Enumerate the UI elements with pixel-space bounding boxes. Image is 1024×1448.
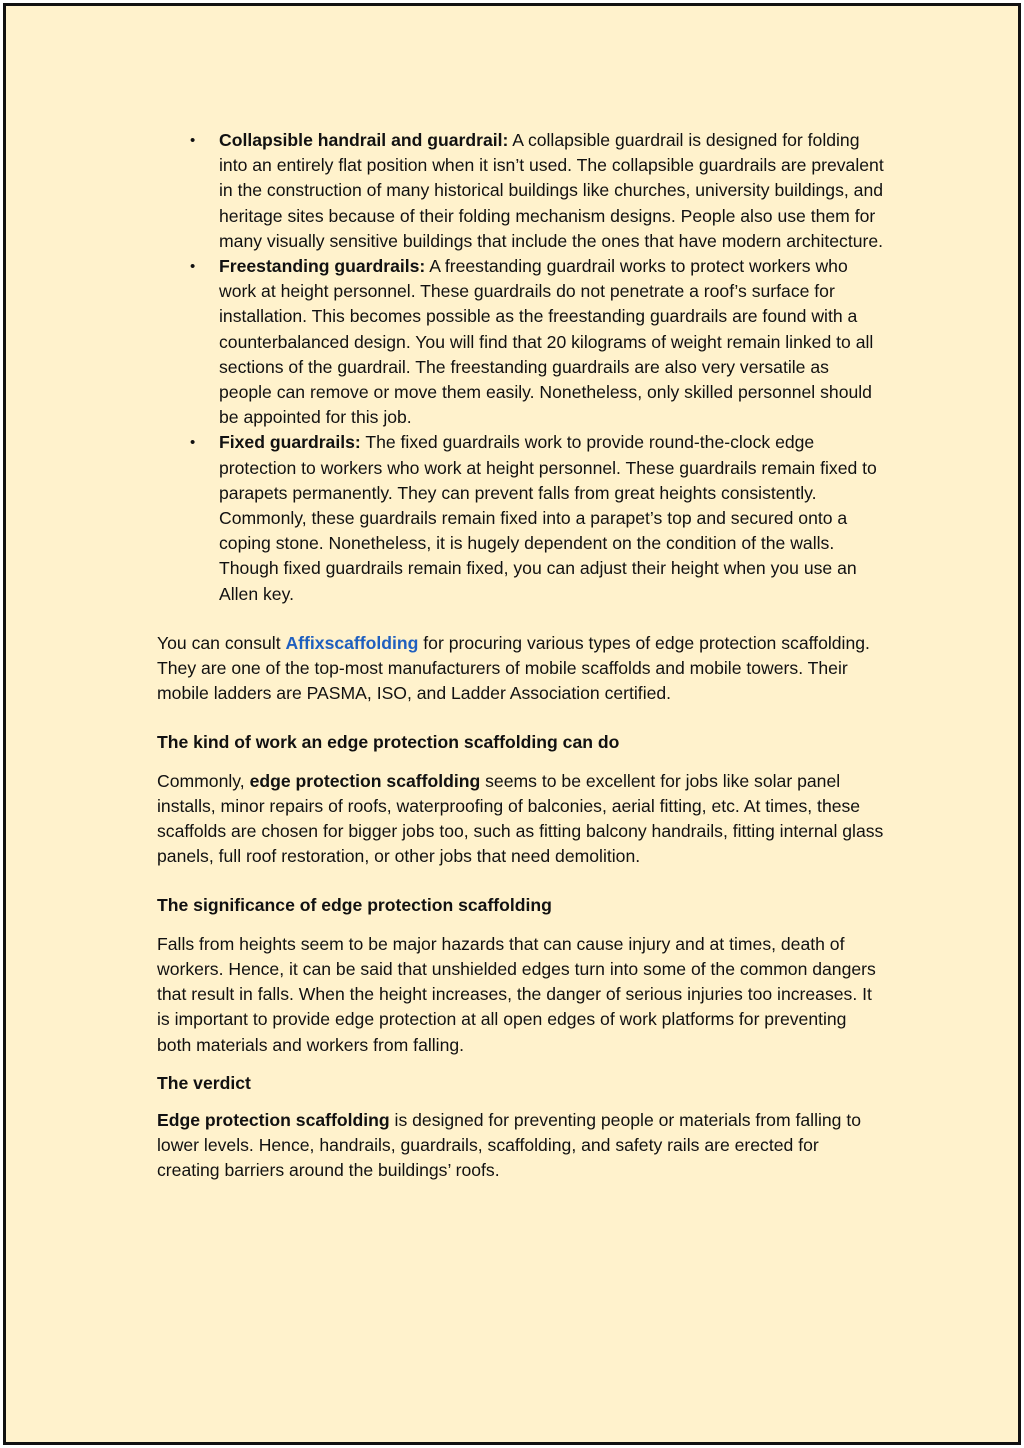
work-section-heading: The kind of work an edge protection scaffolding can do [157,732,620,753]
verdict-text-after: is designed for preventing people or materials from falling to lower levels. Hence, handrails, guardrails, scaffolding, and safety rails are erected for creating barriers around the buildings’ roofs. [157,1109,862,1181]
list-item [157,430,885,606]
bullet-icon: • [190,132,196,149]
document-content [157,128,885,1184]
work-text-bold: edge protection scaffolding [249,770,481,791]
guardrail-types-list [157,128,885,607]
work-text-after: seems to be excellent for jobs like solar panel installs, minor repairs of roofs, waterproofing of balconies, aerial fitting, etc. At times, these scaffolds are chosen for bigger jobs too, such as fitting balcony handrails, fitting internal glass panels, full roof restoration, or other jobs that need demolition. [157,770,884,867]
significance-section-paragraph: Falls from heights seem to be major hazards that can cause injury and at times, death of workers. Hence, it can be said that unshielded edges turn into some of the common dangers that result in falls. When the height increases, the danger of serious injuries too increases. It is important to provide edge protection at all open edges of work platforms for preventing both materials and workers from falling. [157,933,876,1055]
consult-paragraph [157,631,885,707]
list-item-term: Fixed guardrails: [219,432,361,453]
verdict-section-paragraph [157,1108,885,1184]
consult-text-after: for procuring various types of edge protection scaffolding. They are one of the top-most manufacturers of mobile scaffolds and mobile towers. Their mobile ladders are PASMA, ISO, and Ladder Association certified. [157,632,870,704]
list-item-text: A collapsible guardrail is designed for folding into an entirely flat position when it isn’t used. The collapsible guardrails are prevalent in the construction of many historical buildings like churches, university buildings, and heritage sites because of their folding mechanism designs. People also use them for many visually sensitive buildings that include the ones that have modern architecture. [219,130,884,251]
list-item-text: A freestanding guardrail works to protect workers who work at height personnel. These guardrails do not penetrate a roof’s surface for installation. This becomes possible as the freestanding guardrails are found with a counterbalanced design. You will find that 20 kilograms of weight remain linked to all sections of the guardrail. The freestanding guardrails are also very versatile as people can remove or move them easily. Nonetheless, only skilled personnel should be appointed for this job. [219,256,874,428]
list-item-term: Collapsible handrail and guardrail: [219,130,509,150]
affixscaffolding-link[interactable]: Affixscaffolding [285,632,419,653]
consult-text-before: You can consult [157,632,286,653]
work-text-before: Commonly, [157,770,250,791]
list-item [157,128,885,254]
list-item [157,254,885,430]
bullet-icon: • [190,434,196,452]
verdict-section-heading: The verdict [157,1072,251,1093]
bullet-icon: • [190,258,196,276]
verdict-text-bold: Edge protection scaffolding [157,1109,390,1130]
list-item-term: Freestanding guardrails: [219,256,426,277]
significance-section-heading: The significance of edge protection scaffolding [157,895,552,916]
list-item-text: The fixed guardrails work to provide round-the-clock edge protection to workers who work at height personnel. These guardrails remain fixed to parapets permanently. They can prevent falls from great heights consistently. Commonly, these guardrails remain fixed into a parapet’s top and secured onto a coping stone. Nonetheless, it is hugely dependent on the condition of the walls. Though fixed guardrails remain fixed, you can adjust their height when you use an Allen key. [219,432,877,604]
work-section-paragraph [157,769,885,870]
document-page [3,3,1021,1445]
